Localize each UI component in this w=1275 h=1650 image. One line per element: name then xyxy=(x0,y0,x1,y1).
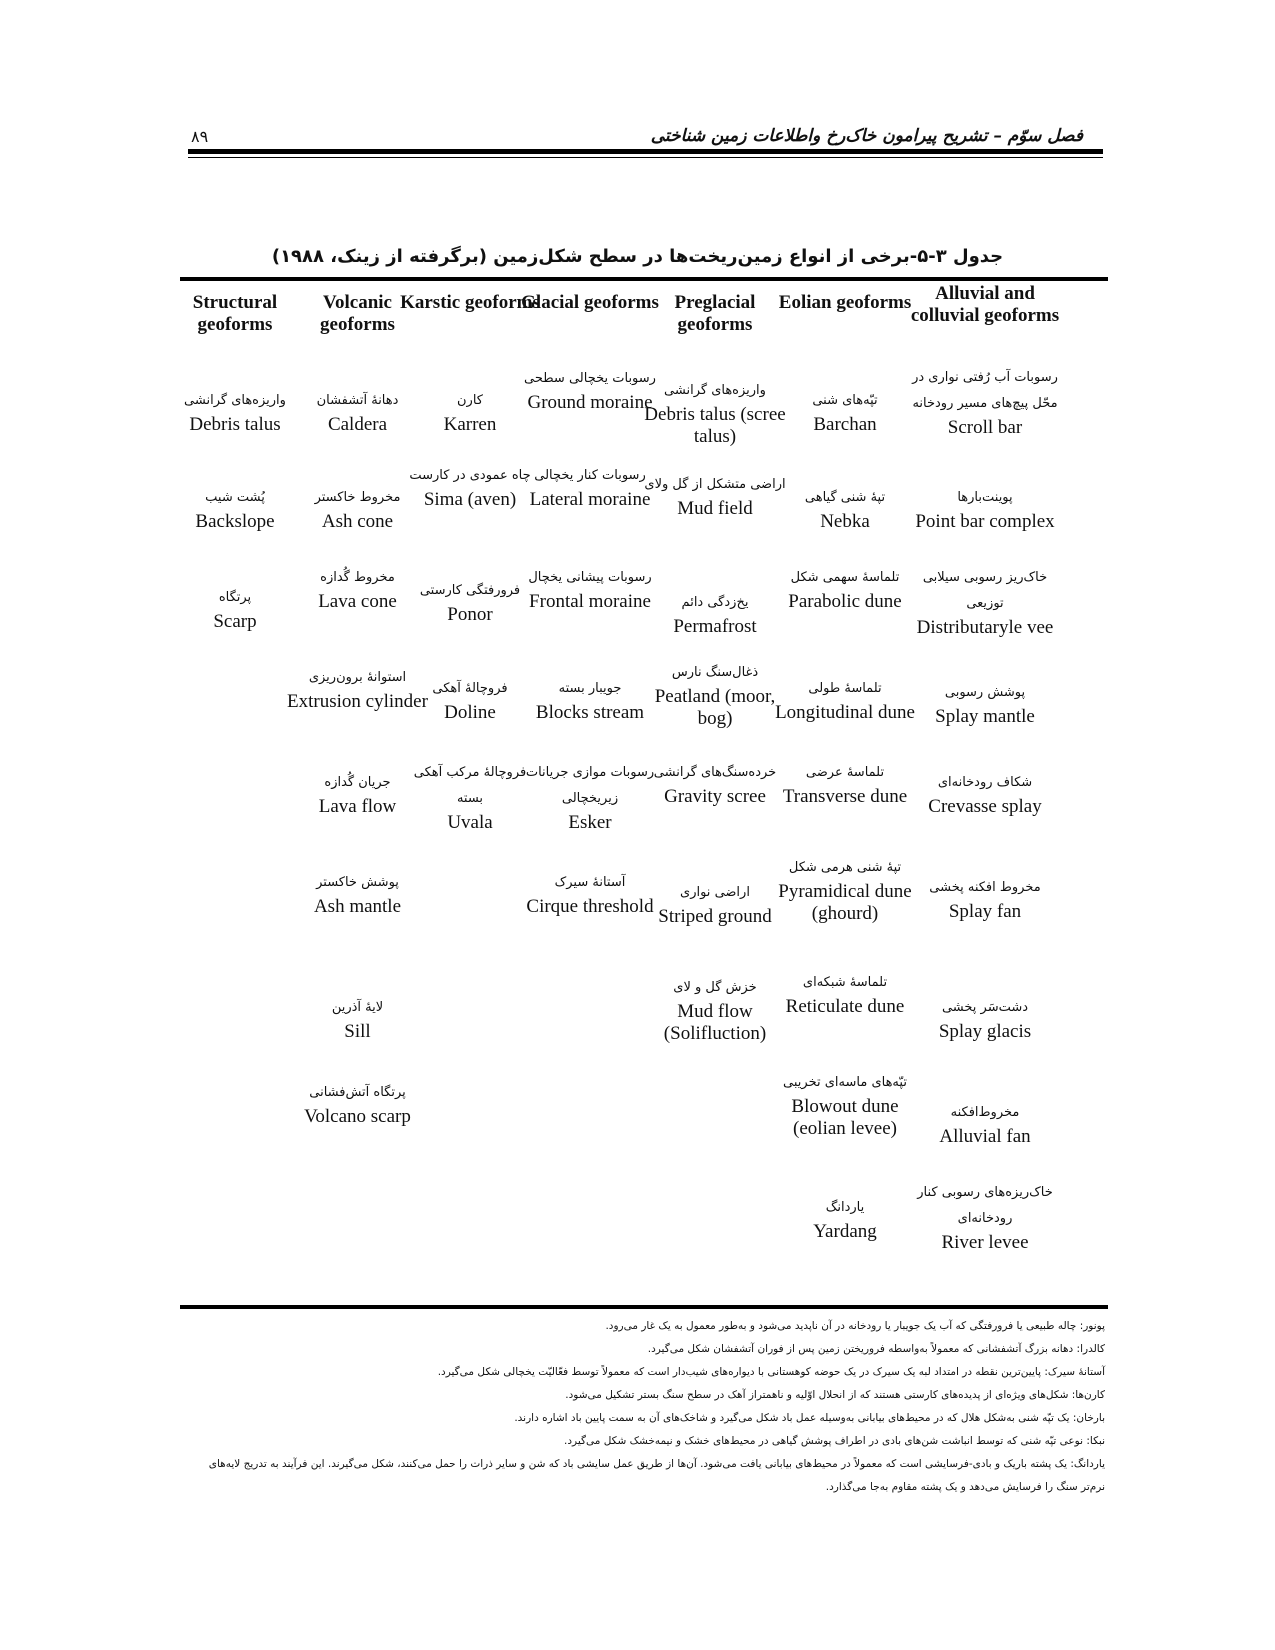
persian-term: رسوبات یخچالی سطحی xyxy=(524,371,656,386)
english-term: Blocks stream xyxy=(535,702,645,723)
persian-term: پرتگاه xyxy=(218,590,252,605)
footnote: یاردانگ: یک پشته باریک و بادی-فرسایشی است که معمولاً در محیط‌های بیابانی یافت می‌شود. آن‌ها از طریق عمل سایشی باد که شن و سایر ذرات را حمل می‌کنند، شکل می‌گیرند. این فرآیند به تدریج لایه‌های نرم‌تر سنگ را فرسایش می‌دهد و یک پشته مقاوم به‌جا می‌گذارد. xyxy=(208,1458,1105,1493)
english-term: Lateral moraine xyxy=(529,489,651,510)
english-term: Reticulate dune xyxy=(785,996,905,1017)
persian-term: خاک‌ریزه‌های رسوبی کنار رودخانه‌ای xyxy=(917,1185,1053,1226)
table-cell xyxy=(770,1195,920,1243)
english-term: Peatland (moor, bog) xyxy=(654,686,776,729)
table-cell xyxy=(910,1100,1060,1148)
english-term: Splay mantle xyxy=(935,706,1035,727)
persian-term: چاه عمودی در کارست xyxy=(409,468,531,483)
persian-term: مخروط افکنه پخشی xyxy=(929,880,1041,895)
column-header: Volcanic geoforms xyxy=(320,292,395,335)
persian-term: رسوبات پیشانی یخچال xyxy=(528,570,652,585)
english-term: Ponor xyxy=(447,604,493,625)
table-cell xyxy=(910,485,1060,533)
persian-term: تپهٔ شنی گیاهی xyxy=(804,490,886,505)
persian-term: اراضی نواری xyxy=(680,885,750,900)
persian-term: پوشش رسوبی xyxy=(944,685,1026,700)
english-term: Sima (aven) xyxy=(423,489,517,510)
english-term: Sill xyxy=(344,1021,371,1042)
english-term: Transverse dune xyxy=(782,786,908,807)
table-cell xyxy=(770,676,920,724)
table-cell xyxy=(770,760,920,808)
persian-term: کارن xyxy=(457,393,483,408)
english-term: Mud field xyxy=(677,498,753,519)
table-cell xyxy=(640,975,790,1045)
table-cell xyxy=(910,995,1060,1043)
table-cell xyxy=(770,970,920,1018)
table-cell xyxy=(640,760,790,808)
table-cell xyxy=(285,995,430,1043)
english-term: Yardang xyxy=(813,1221,877,1242)
column-header: Preglacial geoforms xyxy=(674,292,756,335)
footnote: کالدرا: دهانه بزرگ آتشفشانی که معمولاً به‌واسطه فروریختن زمین پس از فوران آتشفشان شکل می‌گیرد. xyxy=(647,1343,1105,1355)
table-cell xyxy=(910,680,1060,728)
persian-term: تپّه‌های ماسه‌ای تخریبی xyxy=(783,1075,907,1090)
english-term: Cirque threshold xyxy=(526,896,654,917)
english-term: Debris talus (scree talus) xyxy=(644,404,786,447)
table-cell xyxy=(640,590,790,638)
persian-term: اراضی متشکل از گل ولای xyxy=(644,477,786,492)
persian-term: فرورفتگی کارستی xyxy=(419,583,521,598)
english-term: Ash cone xyxy=(321,511,394,532)
table-cell xyxy=(770,565,920,613)
persian-term: خرده‌سنگ‌های گرانشی xyxy=(653,765,777,780)
persian-term: مخروط خاکستر xyxy=(314,490,401,505)
table-cell xyxy=(640,378,790,448)
table-cell xyxy=(285,1080,430,1128)
english-term: Striped ground xyxy=(658,906,772,927)
english-term: Backslope xyxy=(195,511,275,532)
persian-term: خاک‌ریز رسوبی سیلابی توزیعی xyxy=(922,570,1048,611)
column-header: Glacial geoforms xyxy=(521,292,659,313)
table-cell xyxy=(770,855,920,925)
persian-term: دشت‌سَر پخشی xyxy=(941,1000,1029,1015)
persian-term: تلماسهٔ شبکه‌ای xyxy=(802,975,888,990)
english-term: Frontal moraine xyxy=(529,591,651,612)
column-header: Karstic geoforms xyxy=(400,292,540,313)
english-term: Nebka xyxy=(820,511,870,532)
persian-term: واریزه‌های گرانشی xyxy=(664,383,766,398)
persian-term: شکاف رودخانه‌ای xyxy=(937,775,1033,790)
persian-term: ذغال‌سنگ نارس xyxy=(671,665,759,680)
persian-term: تلماسهٔ سهمی شکل xyxy=(790,570,900,585)
persian-term: یاردانگ xyxy=(825,1200,865,1215)
footnote: پونور: چاله طبیعی یا فرورفتگی که آب یک جویبار یا رودخانه در آن ناپدید می‌شود و به‌طور معمول به یک غار می‌رود. xyxy=(605,1320,1105,1332)
english-term: Extrusion cylinder xyxy=(287,691,428,712)
english-term: Pyramidical dune (ghourd) xyxy=(778,881,912,924)
persian-term: یخ‌زدگی دائم xyxy=(681,595,749,610)
english-term: Scarp xyxy=(213,611,257,632)
footnote: نبکا: نوعی تپّه شنی که توسط انباشت شن‌های بادی در اطراف پوشش گیاهی در محیط‌های خشک و نیمه‌خشک شکل می‌گیرد. xyxy=(564,1435,1105,1447)
persian-term: استوانهٔ برون‌ریزی xyxy=(308,670,407,685)
persian-term: دهانهٔ آتشفشان xyxy=(316,393,399,408)
persian-term: پُشت شیب xyxy=(205,490,265,505)
header-rule xyxy=(188,149,1103,154)
english-term: Mud flow (Solifluction) xyxy=(663,1001,767,1044)
table-cell xyxy=(770,1070,920,1140)
english-term: Alluvial fan xyxy=(939,1126,1031,1147)
persian-term: آستانهٔ سیرک xyxy=(554,875,626,890)
english-term: Parabolic dune xyxy=(788,591,902,612)
persian-term: تپّه‌های شنی xyxy=(812,393,878,408)
table-caption: جدول ۳-۵-برخی از انواع زمین‌ریخت‌ها در سطح شکل‌زمین (برگرفته از زینک، ۱۹۸۸) xyxy=(271,246,1004,267)
header-rule-thin xyxy=(188,157,1103,158)
english-term: Debris talus xyxy=(189,414,281,435)
english-term: Permafrost xyxy=(673,616,757,637)
english-term: Point bar complex xyxy=(915,511,1055,532)
english-term: Uvala xyxy=(447,812,493,833)
table-cell xyxy=(910,875,1060,923)
persian-term: تلماسهٔ عرضی xyxy=(805,765,885,780)
persian-term: تلماسهٔ طولی xyxy=(808,681,882,696)
persian-term: رسوبات آب رُفتی نواری در محّل پیچ‌های مسیر رودخانه xyxy=(912,370,1058,411)
table-cell xyxy=(640,660,790,730)
english-term: Splay glacis xyxy=(938,1021,1032,1042)
persian-term: تپهٔ شنی هرمی شکل xyxy=(788,860,902,875)
english-term: Scroll bar xyxy=(947,417,1023,438)
english-term: Esker xyxy=(568,812,612,833)
footnote: بارخان: یک تپّه شنی به‌شکل هلال که در محیط‌های بیابانی به‌وسیله عمل باد شکل می‌گیرد و شاخک‌های آن به سمت پایین باد اشاره دارند. xyxy=(514,1412,1105,1424)
persian-term: جریان گُدازه xyxy=(324,775,391,790)
table-cell xyxy=(770,388,920,436)
english-term: Lava cone xyxy=(318,591,397,612)
table-cell xyxy=(910,1180,1060,1254)
table-cell xyxy=(640,472,790,520)
column-header: Structural geoforms xyxy=(192,292,278,335)
persian-term: پوینت‌بارها xyxy=(957,490,1013,505)
table-cell xyxy=(910,565,1060,639)
english-term: Lava flow xyxy=(318,796,397,817)
persian-term: فروچالهٔ مرکب آهکی بسته xyxy=(413,765,527,806)
english-term: Longitudinal dune xyxy=(775,702,915,723)
english-term: Volcano scarp xyxy=(304,1106,411,1127)
table-top-rule xyxy=(180,277,1108,281)
english-term: Barchan xyxy=(813,414,877,435)
english-term: Doline xyxy=(444,702,496,723)
persian-term: جویبار بسته xyxy=(558,681,622,696)
table-cell xyxy=(910,770,1060,818)
table-cell xyxy=(910,365,1060,439)
footnotes xyxy=(185,1315,1105,1499)
persian-term: مخروط‌افکنه xyxy=(950,1105,1020,1120)
english-term: River levee xyxy=(941,1232,1029,1253)
table-bottom-rule xyxy=(180,1305,1108,1309)
english-term: Crevasse splay xyxy=(928,796,1042,817)
english-term: Karren xyxy=(443,414,497,435)
english-term: Gravity scree xyxy=(664,786,766,807)
table-cell xyxy=(770,485,920,533)
persian-term: پوشش خاکستر xyxy=(316,875,399,890)
persian-term: واریزه‌های گرانشی xyxy=(184,393,286,408)
english-term: Blowout dune (eolian levee) xyxy=(791,1096,899,1139)
persian-term: رسوبات موازی جریانات زیریخچالی xyxy=(525,765,655,806)
column-header: Alluvial and colluvial geoforms xyxy=(910,283,1060,326)
footnote: آستانهٔ سیرک: پایین‌ترین نقطه در امتداد لبه یک سیرک در یک حوضه کوهستانی با دیواره‌های شیب‌دار است که معمولاً توسط فعّالیّت یخچالی شکل می‌گیرد. xyxy=(437,1366,1105,1378)
persian-term: فروچالهٔ آهکی xyxy=(432,681,508,696)
english-term: Ash mantle xyxy=(313,896,402,917)
english-term: Splay fan xyxy=(948,901,1022,922)
english-term: Distributaryle vee xyxy=(916,617,1054,638)
table-cell xyxy=(640,880,790,928)
persian-term: مخروط گُدازه xyxy=(320,570,395,585)
english-term: Ground moraine xyxy=(527,392,653,413)
persian-term: لایهٔ آذرین xyxy=(331,1000,384,1015)
column-header: Eolian geoforms xyxy=(778,292,912,313)
table-cell xyxy=(285,870,430,918)
persian-term: رسوبات کنار یخچالی xyxy=(534,468,646,483)
persian-term: خزش گل و لای xyxy=(673,980,757,995)
english-term: Caldera xyxy=(327,414,388,435)
footnote: کارن‌ها: شکل‌های ویژه‌ای از پدیده‌های کارستی هستند که از انحلال اوّلیه و ناهمتراز آهک در سطح سنگ بستر تشکیل می‌شود. xyxy=(565,1389,1105,1401)
chapter-title: فصل سوّم – تشریح پیرامون خاک‌رخ واطلاعات زمین شناختی xyxy=(650,126,1083,146)
page-number: ۸۹ xyxy=(191,127,209,146)
persian-term: پرتگاه آتش‌فشانی xyxy=(309,1085,406,1100)
